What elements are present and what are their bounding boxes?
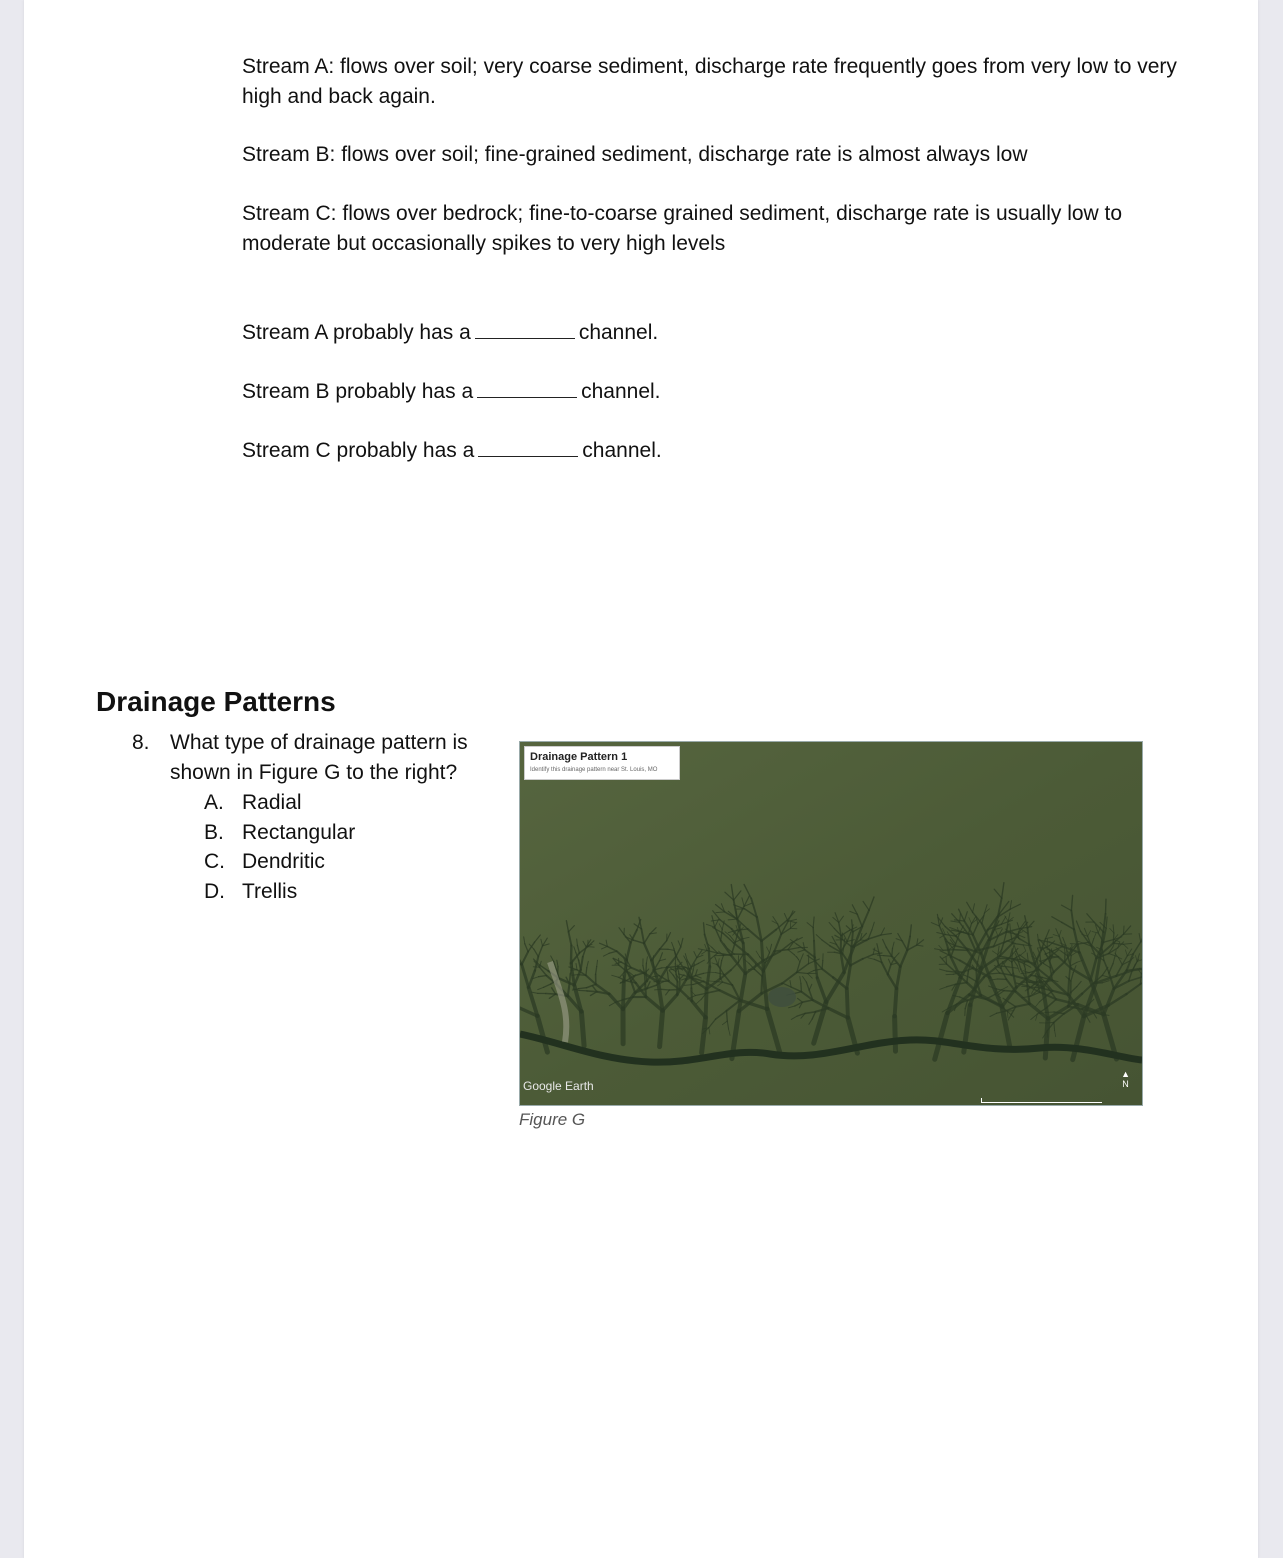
question-number: 8. <box>132 731 150 754</box>
option-label: Radial <box>242 791 302 814</box>
valley-segment <box>655 989 662 990</box>
scale-bar <box>981 1098 1102 1103</box>
option-label: Rectangular <box>242 820 356 844</box>
valley-segment <box>762 941 764 971</box>
answer-blank[interactable] <box>475 318 575 339</box>
valley-segment <box>572 975 578 976</box>
fill-in-suffix: channel. <box>582 439 662 462</box>
valley-segment <box>546 994 556 995</box>
valley-segment <box>578 975 586 976</box>
valley-segment <box>645 974 646 984</box>
valley-segment <box>814 954 815 961</box>
valley-segment <box>1020 961 1028 962</box>
valley-segment <box>954 950 968 951</box>
valley-segment <box>1113 933 1114 943</box>
valley-segment <box>847 989 848 1018</box>
valley-segment <box>691 988 692 1001</box>
valley-segment <box>675 963 676 971</box>
valley-segment <box>822 961 823 969</box>
valley-segment <box>581 1012 584 1046</box>
valley-segment <box>708 981 715 982</box>
north-arrow-icon: ▲ N <box>1121 1069 1130 1089</box>
north-label: N <box>1122 1079 1129 1089</box>
valley-segment <box>669 989 679 990</box>
document-page <box>24 0 1258 1558</box>
valley-segment <box>892 948 893 956</box>
valley-segment <box>654 981 661 982</box>
valley-segment <box>587 991 597 992</box>
valley-segment <box>1045 1019 1048 1058</box>
valley-segment <box>976 970 977 982</box>
answer-blank[interactable] <box>477 377 577 398</box>
stream-b-description: Stream B: flows over soil; fine-grained sediment, discharge rate is almost always low <box>242 143 1028 166</box>
valley-segment <box>761 976 762 993</box>
valley-segment <box>895 989 897 1017</box>
valley-segment <box>716 912 725 913</box>
valley-segment <box>884 956 892 957</box>
google-earth-watermark: Google Earth <box>523 1079 594 1093</box>
fill-in-stream-c <box>242 436 662 465</box>
valley-segment <box>1124 926 1125 934</box>
valley-segment <box>577 939 578 945</box>
satellite-map-figure <box>519 741 1143 1106</box>
map-title-box <box>524 746 680 780</box>
valley-segment <box>1068 979 1069 995</box>
valley-segment <box>579 990 587 991</box>
valley-segment <box>1046 1022 1054 1023</box>
valley-segment <box>946 957 947 964</box>
map-subtitle: Identify this drainage pattern near St. Louis, MO <box>530 767 658 773</box>
valley-segment <box>1025 962 1026 969</box>
fill-in-prefix: Stream C probably has a <box>242 439 475 462</box>
fill-in-stream-a <box>242 318 658 347</box>
valley-segment <box>586 968 587 976</box>
fill-in-suffix: channel. <box>581 380 661 403</box>
valley-segment <box>1004 991 1015 992</box>
valley-segment <box>709 972 716 973</box>
valley-segment <box>570 974 571 984</box>
valley-segment <box>801 983 802 991</box>
option-label: Trellis <box>242 879 298 903</box>
valley-segment <box>727 1011 728 1021</box>
option-letter: B. <box>204 820 224 844</box>
valley-segment <box>1046 1012 1054 1013</box>
valley-segment <box>579 988 587 989</box>
valley-segment <box>675 957 676 964</box>
stream-a-description: Stream A: flows over soil; very coarse sediment, discharge rate frequently goes from very low to very high and back again. <box>242 55 1177 108</box>
valley-segment <box>743 943 745 974</box>
lake <box>768 987 796 1007</box>
answer-blank[interactable] <box>478 436 578 457</box>
valley-segment <box>588 947 594 948</box>
valley-segment <box>660 1011 663 1047</box>
fill-in-prefix: Stream A probably has a <box>242 321 471 344</box>
question-text: What type of drainage pattern is shown in Figure G to the right? <box>170 731 468 784</box>
valley-segment <box>990 973 1000 974</box>
option-label: Dendritic <box>242 850 325 874</box>
fill-in-suffix: channel. <box>578 321 659 344</box>
option-letter: A. <box>204 791 224 814</box>
option-letter: D. <box>204 879 225 903</box>
map-title: Drainage Pattern 1 <box>530 751 628 763</box>
valley-segment <box>714 981 722 982</box>
valley-segment <box>844 939 845 946</box>
valley-segment <box>645 984 646 997</box>
valley-segment <box>895 1016 896 1051</box>
figure-caption: Figure G <box>519 1110 586 1129</box>
valley-segment <box>623 982 624 1010</box>
valley-segment <box>661 989 669 990</box>
valley-segment <box>790 928 797 929</box>
drainage-map-image <box>520 742 1142 1105</box>
option-letter: C. <box>204 850 225 874</box>
valley-segment <box>813 928 814 941</box>
valley-segment <box>850 947 851 966</box>
valley-segment <box>533 967 539 968</box>
fill-in-prefix: Stream B probably has a <box>242 380 474 403</box>
section-heading: Drainage Patterns <box>96 686 336 717</box>
stream-c-description: Stream C: flows over bedrock; fine-to-coarse grained sediment, discharge rate is usually low to moderate but occasionally spikes to very high levels <box>242 202 1123 255</box>
valley-segment <box>1106 899 1107 914</box>
fill-in-stream-b <box>242 377 661 406</box>
valley-segment <box>1054 1022 1055 1030</box>
